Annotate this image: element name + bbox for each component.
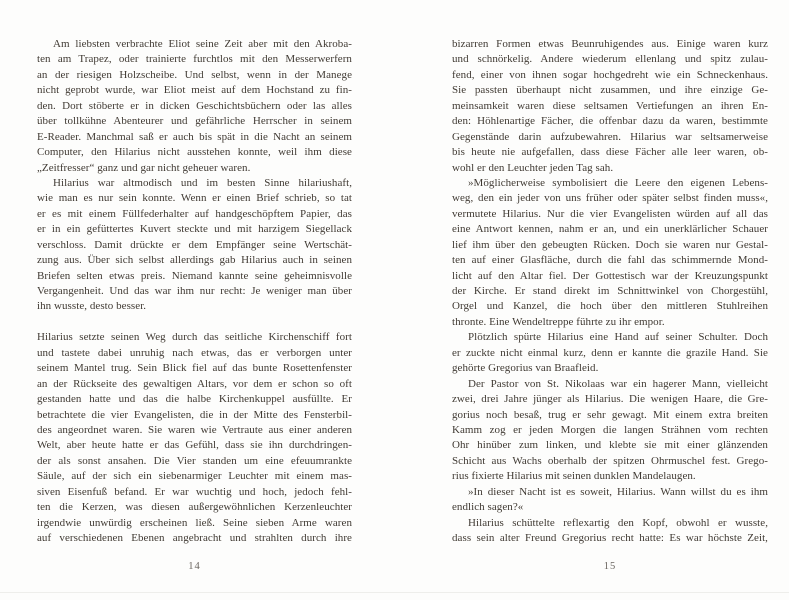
paragraph — [452, 485, 768, 516]
text-line: thronte. Eine Wendeltreppe führte zu ihr empor. — [452, 315, 665, 328]
text-line: wie man es nur sein konnte. Wenn er einen Brief schrieb, so tat — [37, 192, 352, 205]
text-line: Kamm zog er jeden Morgen die langen Strähnen vom rechten — [452, 423, 768, 436]
paragraph — [37, 330, 352, 546]
text-line: des angeordnet waren. Sie waren wie Vertraute aus einer anderen — [37, 423, 352, 436]
paragraph — [452, 176, 768, 330]
text-line: den: Höhlenartige Fächer, die offenbar dazu da waren, bestimmte — [452, 115, 768, 128]
text-line: über tollkühne Abenteurer und gefährliche Herrscher in seinem — [37, 115, 352, 128]
page-text-right — [452, 37, 768, 546]
text-line: irgendwie unwürdig erscheinen ließ. Seine sieben Arme waren — [37, 516, 352, 529]
text-line: Hilarius setzte seinen Weg durch das seitliche Kirchenschiff fort — [37, 331, 352, 344]
text-line: E-Reader. Manchmal saß er auch bis spät in die Nacht an seinem — [37, 130, 352, 143]
paragraph — [37, 37, 352, 176]
text-line: vermutete Hilarius. Nur die vier Evangelisten würden auf all das — [452, 207, 768, 220]
text-line: licht auf den Altar fiel. Der Gottestisch war der Kreuzungspunkt — [452, 269, 768, 282]
text-line: er in ein gefüttertes Kuvert steckte und mit harzigem Siegellack — [37, 223, 352, 236]
text-line: Hilarius schüttelte reflexartig den Kopf, obwohl er wusste, — [468, 516, 768, 529]
text-line: zung aus. Über sich selbst allerdings gab Hilarius auch in seinen — [37, 254, 352, 267]
text-line: auf verschiedenen Ebenen angebracht und strahlten durch ihre — [37, 532, 352, 544]
text-line: an der Rückseite des gewaltigen Altars, vor dem er schon so oft — [37, 377, 352, 390]
text-line: den. Dort stöberte er in dicken Geschichtsbüchern oder las alles — [37, 99, 352, 112]
page-left — [37, 37, 352, 572]
text-line: bis heute nie aufgefallen, dass diese Fächer alle leer waren, ob- — [452, 146, 768, 159]
text-line: er es mit einem Füllfederhalter auf handgeschöpftem Papier, das — [37, 207, 352, 220]
text-line: Schicht aus Wachs oberhalb der spitzen Ohrmuschel fest. Grego- — [452, 454, 768, 467]
text-line: lief ihm über den gebeugten Rücken. Doch sie waren nur Gestal- — [452, 238, 768, 251]
paragraph — [37, 176, 352, 315]
page-text-left — [37, 37, 352, 546]
text-line: Plötzlich spürte Hilarius eine Hand auf seiner Schulter. Doch — [468, 331, 768, 344]
paragraph — [452, 377, 768, 485]
text-line: rius fixierte Hilarius mit seinen dunklen Mandelaugen. — [452, 470, 696, 483]
paragraph — [452, 330, 768, 376]
text-line: betrachtete die vier Evangelisten, die in der Mitte des Fensterbil- — [37, 408, 352, 421]
text-line: ten die Kerzen, was diesen außergewöhnlichen Kerzenleuchter — [37, 501, 352, 514]
text-line: Gegenstände darin aufzubewahren. Hilarius war seltsamerweise — [452, 130, 768, 143]
text-line: »In dieser Nacht ist es soweit, Hilarius. Wann willst du es ihm — [468, 485, 768, 498]
text-line: seinem Mantel trug. Sein Blick fiel auf das bunte Rosettenfenster — [37, 362, 352, 375]
text-line: meinsamkeit waren diese seltsamen Vertiefungen an ihren En- — [452, 99, 768, 112]
text-line: bizarren Formen etwas Beunruhigendes aus. Einige waren kurz — [452, 38, 768, 50]
text-line: Ohr hinüber zum linken, und klebte sie mit einer glänzenden — [452, 439, 768, 452]
text-line: fend, einer von ihnen sogar hochgedreht wie ein Schneckenhaus. — [452, 68, 768, 81]
text-line: zwei, drei Jahre jünger als Hilarius. Die wenigen Haare, die Gre- — [452, 393, 768, 406]
text-line: endlich sagen?« — [452, 501, 524, 514]
text-line: Orgel und Kanzel, die hoch über den mittleren Stuhlreihen — [452, 300, 768, 313]
text-line: gestanden hatte und das die halbe Kirchenkuppel ausfüllte. Er — [37, 393, 352, 406]
page-number-right: 15 — [603, 561, 617, 573]
text-line: der Kirche. Er stand direkt im Schnittwinkel von Chorgestühl, — [452, 285, 768, 297]
section-break-gap — [37, 315, 352, 330]
text-line: eine Antwort kennen, nahm er an, und ein unerklärlicher Schauer — [452, 223, 768, 236]
text-line: an der riesigen Holzscheibe. Und selbst, wenn in der Manege — [37, 68, 352, 81]
page-right — [452, 37, 768, 572]
text-line: gorius noch besaß, trug er sehr gewagt. Mit einem extra breiten — [452, 408, 768, 421]
text-line: verschloss. Damit drückte er dem Empfänger seine Wertschät- — [37, 238, 352, 251]
text-line: weg, den ein jeder von uns früher oder später selbst finden muss«, — [452, 192, 768, 205]
scan-edge-artifact — [0, 592, 789, 593]
text-line: »Möglicherweise symbolisiert die Leere den eigenen Lebens- — [468, 176, 768, 189]
text-line: wohl er den Leuchter jeden Tag sah. — [452, 161, 614, 174]
text-line: nicht geprobt wurde, war Eliot meist auf dem Hochstand zu fin- — [37, 84, 352, 97]
text-line: Computer, den Hilarius nicht ausstehen konnte, weil ihm diese — [37, 146, 352, 159]
text-line: siven Eisenfuß befand. Er war wuchtig und hoch, jedoch fehl- — [37, 485, 352, 498]
text-line: und schnörkelig. Andere wiederum ellenlang und spitz zulau- — [452, 53, 768, 66]
text-line: „Zeitfresser“ ganz und gar nicht geheuer waren. — [37, 161, 251, 174]
paragraph — [452, 516, 768, 547]
text-line: Briefen selten etwas preis. Niemand kannte seine geheimnisvolle — [37, 269, 352, 282]
text-line: ten auf einer Glasfläche, durch die fahl das schimmernde Mond- — [452, 254, 768, 267]
text-line: Der Pastor von St. Nikolaas war ein hagerer Mann, vielleicht — [468, 377, 768, 390]
text-line: der als sonst ansahen. Die Vier standen um eine efeuumrankte — [37, 454, 352, 467]
paragraph — [452, 37, 768, 176]
text-line: und tastete dabei unruhig nach etwas, das er verborgen unter — [37, 346, 352, 359]
text-line: ten am Trapez, oder trainierte furchtlos mit den Messerwerfern — [37, 53, 352, 66]
text-line: Hilarius war altmodisch und im besten Sinne hilariushaft, — [53, 176, 352, 189]
text-line: dass sein alter Freund Gregorius recht hatte: Es war höchste Zeit, — [452, 532, 768, 544]
text-line: er zuckte nicht einmal kurz, denn er kannte die grazile Hand. Sie — [452, 346, 768, 359]
text-line: Welt, aber heute hatte er das Gefühl, dass sie ihn durchdringen- — [37, 439, 352, 452]
text-line: Vergangenheit. Und das war ihm nur recht: Je weniger man über — [37, 285, 352, 297]
text-line: gehörte Gregorius van Braafleid. — [452, 362, 599, 375]
text-line: ihn wusste, desto besser. — [37, 300, 147, 313]
text-line: Säule, auf der sich ein siebenarmiger Leuchter mit einem mas- — [37, 470, 352, 483]
text-line: Sie passten überhaupt nicht zusammen, und ihre einzige Ge- — [452, 84, 768, 97]
text-line: Am liebsten verbrachte Eliot seine Zeit aber mit den Akroba- — [53, 38, 352, 50]
page-number-left: 14 — [188, 561, 201, 573]
